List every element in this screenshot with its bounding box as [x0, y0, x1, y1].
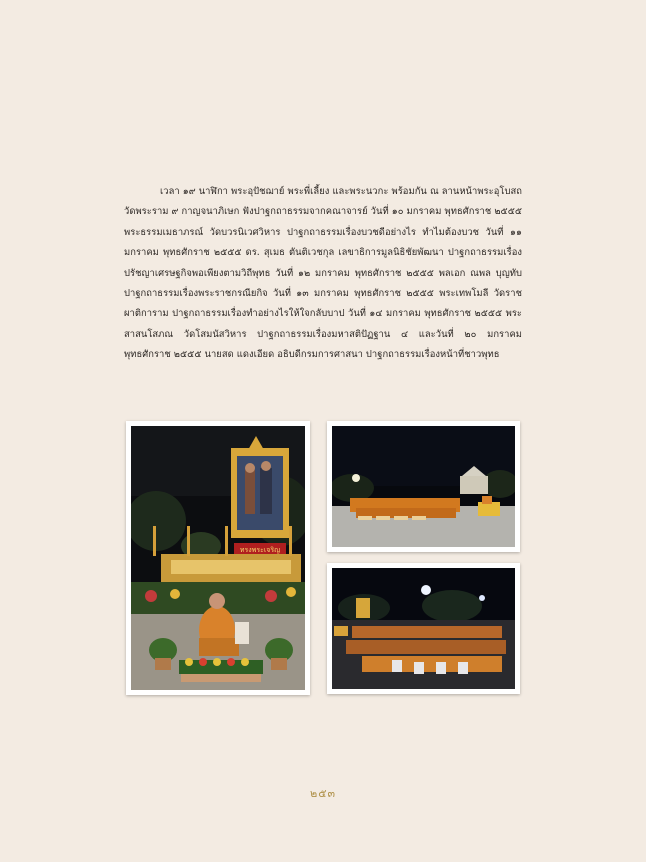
photo-portrait-shrine — [126, 421, 310, 695]
monks-assembly-image — [332, 426, 515, 547]
photo-night-audience — [327, 563, 520, 694]
shrine-scene-image — [131, 426, 305, 690]
shrine-banner-text: ทรงพระเจริญ — [239, 546, 281, 554]
night-audience-image — [332, 568, 515, 689]
page-number: ๒๕๓ — [309, 787, 337, 800]
article-paragraph: เวลา ๑๙ นาฬิกา พระอุปัชฌาย์ พระพี่เลี้ยง และพระนวกะ พร้อมกัน ณ ลานหน้าพระอุโบสถ วัดพระราม ๙ กาญจนาภิเษก ฟังปาฐกถาธรรมจากคณาจารย์ วันที่ ๑๐ มกราคม พุทธศักราช ๒๕๕๕ พระธรรมเมธาภรณ์ วัดบวรนิเวศวิหาร ปาฐกถาธรรมเรื่องบวชดีอย่างไร ทำไมต้องบวช วันที่ ๑๑ มกราคม พุทธศักราช ๒๕๕๕ ดร. สุเมธ ตันติเวชกุล เลขาธิการมูลนิธิชัยพัฒนา ปาฐกถาธรรมเรื่องปรัชญาเศรษฐกิจพอเพียงตามวิถีพุทธ วันที่ ๑๒ มกราคม พุทธศักราช ๒๕๕๕ พลเอก ณพล บุญทับ ปาฐกถาธรรมเรื่องพระราชกรณียกิจ วันที่ ๑๓ มกราคม พุทธศักราช ๒๕๕๕ พระเทพโมลี วัดราชผาติการาม ปาฐกถาธรรมเรื่องทำอย่างไรให้ใจกลับบาป วันที่ ๑๔ มกราคม พุทธศักราช ๒๕๕๕ พระสาสนโสภณ วัดโสมนัสวิหาร ปาฐกถาธรรมเรื่องมหาสติปัฏฐาน ๔ และวันที่ ๒๐ มกราคม พุทธศักราช ๒๕๕๕ นายสด แดงเอียด อธิบดีกรมการศาสนา ปาฐกถาธรรมเรื่องหน้าที่ชาวพุทธ — [124, 186, 522, 361]
photo-monks-assembly — [327, 421, 520, 552]
